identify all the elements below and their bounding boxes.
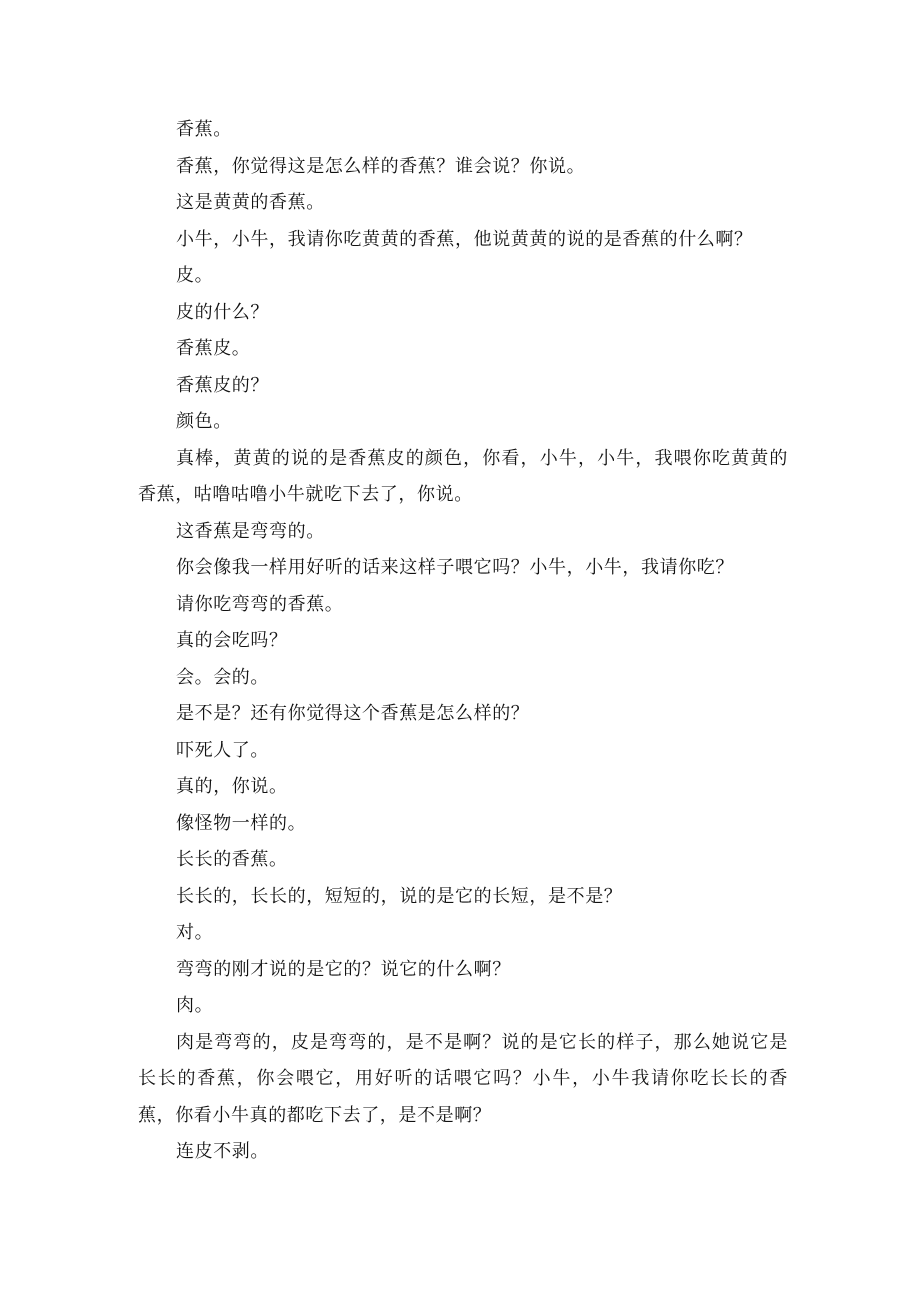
paragraph: 吓死人了。: [176, 739, 269, 761]
paragraph: 连皮不剥。: [176, 1141, 269, 1162]
paragraph: 弯弯的刚才说的是它的？说它的什么啊？: [176, 958, 511, 980]
paragraph: 长长的，长长的，短短的，说的是它的长短，是不是？: [176, 885, 623, 907]
paragraph: 对。: [176, 922, 214, 943]
paragraph: 会。会的。: [176, 666, 269, 688]
paragraph: 这香蕉是弯弯的。: [176, 520, 325, 542]
paragraph: 小牛，小牛，我请你吃黄黄的香蕉，他说黄黄的说的是香蕉的什么啊？: [176, 228, 753, 250]
paragraph: 是不是？还有你觉得这个香蕉是怎么样的？: [176, 703, 530, 724]
paragraph: 你会像我一样用好听的话来这样子喂它吗？小牛，小牛，我请你吃？: [176, 557, 734, 578]
paragraph: 颜色。: [176, 411, 232, 432]
paragraph: 像怪物一样的。: [176, 812, 307, 834]
paragraph: 香蕉皮的？: [176, 374, 269, 396]
paragraph: 香蕉，你觉得这是怎么样的香蕉？谁会说？你说。: [176, 155, 586, 177]
paragraph: 真的，你说。: [176, 776, 288, 797]
paragraph: 肉。: [176, 995, 214, 1016]
paragraph: 皮。: [176, 265, 214, 286]
paragraph: 肉是弯弯的，皮是弯弯的，是不是啊？说的是它长的样子，那么她说它是长长的香蕉，你会喂它，用好听的话喂它吗？小牛，小牛我请你吃长长的香蕉，你看小牛真的都吃下去了，是不是啊？: [138, 1031, 788, 1126]
paragraph: 皮的什么？: [176, 301, 269, 323]
paragraph: 长长的香蕉。: [176, 849, 288, 870]
paragraph: 请你吃弯弯的香蕉。: [176, 593, 344, 615]
paragraph: 真的会吃吗？: [176, 630, 288, 651]
paragraph: 真棒，黄黄的说的是香蕉皮的颜色，你看，小牛，小牛，我喂你吃黄黄的香蕉，咕噜咕噜小牛就吃下去了，你说。: [138, 447, 788, 505]
paragraph: 香蕉。: [176, 119, 232, 140]
paragraph: 这是黄黄的香蕉。: [176, 192, 325, 213]
paragraph: 香蕉皮。: [176, 338, 251, 359]
document-body: [138, 112, 788, 1171]
